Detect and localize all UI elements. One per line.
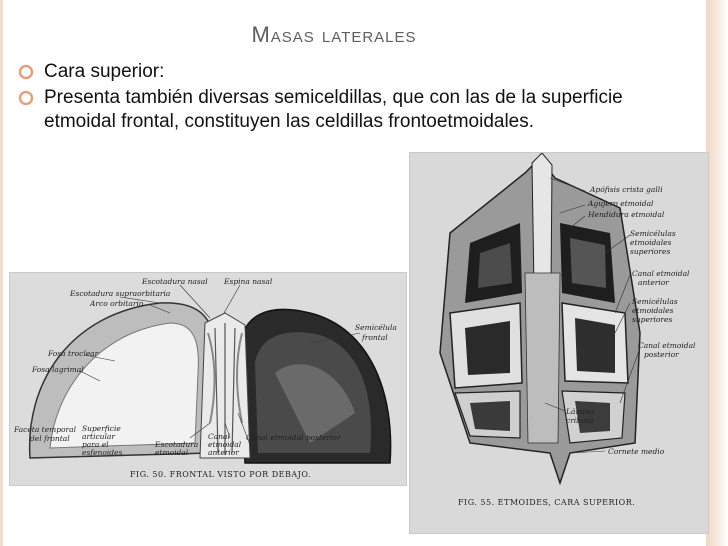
- label-canal-ant-2: anterior: [638, 278, 669, 287]
- ethmoid-bone-figure: [409, 152, 709, 534]
- slide-title: Masas laterales: [251, 22, 417, 47]
- left-border-strip: [0, 0, 3, 546]
- label-canal-post-1: Canal etmoidal: [638, 341, 696, 350]
- bullet-icon: [18, 64, 34, 80]
- label-arco-orbitario: Arco orbitario: [90, 299, 144, 308]
- label-frontal: frontal: [362, 333, 388, 342]
- label-del-frontal: del frontal: [30, 434, 70, 443]
- label-apofisis: Apófisis crista galli: [590, 185, 663, 194]
- label-semicelulas-b3: superiores: [632, 315, 673, 324]
- label-escotadura-nasal: Escotadura nasal: [142, 277, 208, 286]
- bullet-item: Presenta también diversas semiceldillas, que con las de la superficie etmoidal frontal, constituyen las celdillas frontoetmoidales.: [14, 86, 684, 134]
- label-semicelulas-b1: Semicélulas: [632, 297, 678, 306]
- label-semicelulas-b2: etmoidales: [632, 306, 674, 315]
- label-espina-nasal: Espina nasal: [224, 277, 273, 286]
- label-superficie-articular: Superficie articular para el esfenoides: [82, 424, 123, 457]
- label-fosa-troclear: Fosa troclear: [48, 349, 99, 358]
- figure-right-caption: FIG. 55. ETMOIDES, CARA SUPERIOR.: [458, 498, 636, 507]
- bullet-list: [14, 60, 684, 136]
- label-canal-posterior: Canal etmoidal posterior: [246, 433, 341, 442]
- label-fosa-lagrimal: Fosa lagrimal: [32, 365, 84, 374]
- label-semicelulas-a1: Semicélulas: [630, 229, 676, 238]
- label-semicelulas-a2: etmoidales: [630, 238, 672, 247]
- frontal-bone-figure: [9, 272, 407, 486]
- label-semicelulas-a3: superiores: [630, 247, 671, 256]
- label-semicelula: Semicélula: [355, 323, 397, 332]
- label-cornete: Cornete medio: [608, 447, 665, 456]
- figure-left-caption: FIG. 50. FRONTAL VISTO POR DEBAJO.: [130, 470, 311, 479]
- label-lamina-1: Lámina: [566, 407, 595, 416]
- label-agujero: Agujero etmoidal: [588, 199, 654, 208]
- bullet-icon: [18, 90, 34, 106]
- label-escotadura-supraorbitaria: Escotadura supraorbitaria: [70, 289, 171, 298]
- label-canal-post-2: posterior: [644, 350, 679, 359]
- label-hendidura: Hendidura etmoidal: [588, 210, 665, 219]
- right-border-strip: [706, 0, 728, 546]
- label-canal-anterior: Canal etmoidal anterior: [208, 432, 242, 457]
- label-lamina-2: cribosa: [566, 416, 594, 425]
- label-escotadura-etmoidal: Escotadura etmoidal: [155, 440, 199, 457]
- bullet-item: Cara superior:: [14, 60, 684, 84]
- label-faceta-temporal: Faceta temporal: [14, 425, 77, 434]
- label-canal-ant-1: Canal etmoidal: [632, 269, 690, 278]
